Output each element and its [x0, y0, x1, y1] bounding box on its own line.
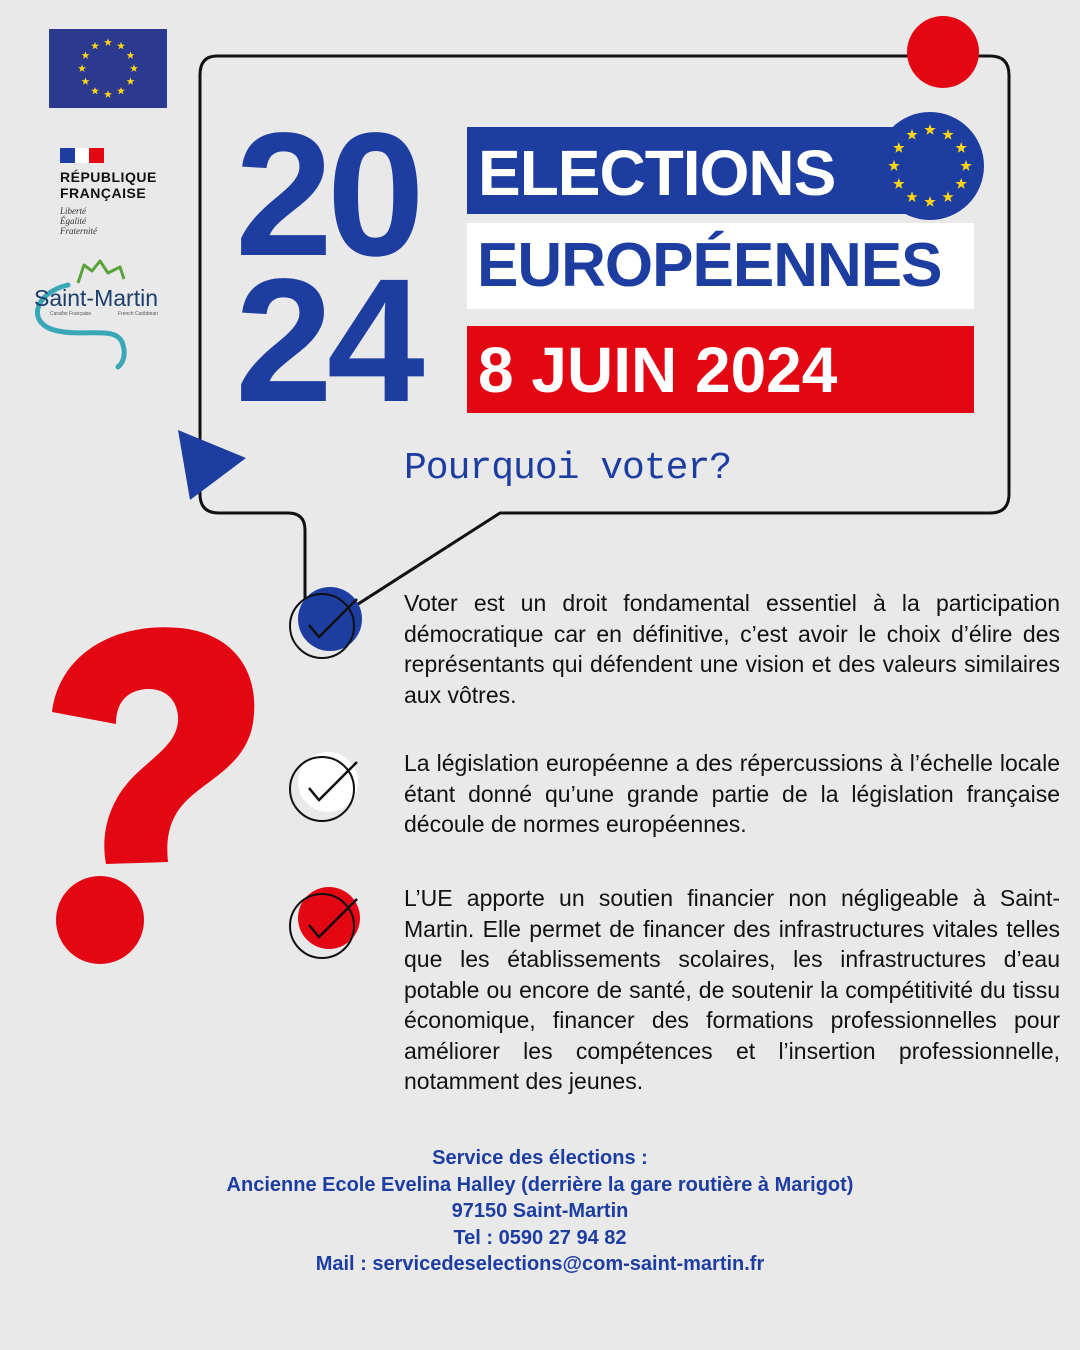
year-bottom: 24	[235, 243, 419, 439]
reason-paragraph: La législation européenne a des répercussions à l’échelle locale étant donné qu’une grande partie de la législation française découle de normes européennes.	[404, 750, 1060, 837]
title-line1: ELECTIONS	[478, 137, 836, 209]
eu-star	[104, 90, 112, 98]
year-top: 20	[235, 97, 419, 293]
eu-star	[91, 42, 99, 50]
rf-motto-2: Égalité	[60, 216, 86, 226]
eu-star	[130, 64, 138, 72]
marianne-flag-icon	[60, 148, 104, 163]
reason-paragraph: L’UE apporte un soutien financier non négligeable à Saint-Martin. Elle permet de financer des infrastructures vitales telles que les établissements scolaires, les infrastructures d’eau potable ou encore de santé, de soutenir la compétitivité du tissu économique, financer des formations professionnelles pour améliorer les compétences et l’insertion professionnelle, notamment des jeunes.	[404, 885, 1060, 1094]
footer-address: Ancienne Ecole Evelina Halley (derrière la gare routière à Marigot)	[226, 1173, 854, 1196]
blue-triangle-decoration	[178, 430, 246, 500]
saint-martin-name: Saint-Martin	[34, 285, 158, 311]
eu-star	[127, 51, 135, 59]
eu-star	[104, 38, 112, 46]
rf-name-line1: RÉPUBLIQUE	[60, 169, 157, 185]
subtitle: Pourquoi voter?	[404, 447, 732, 490]
rf-motto-1: Liberté	[60, 206, 86, 216]
check-circle-icon	[285, 885, 363, 963]
question-mark-icon	[30, 620, 260, 980]
eu-star	[127, 77, 135, 85]
eu-flag-icon	[49, 29, 167, 108]
check-circle-icon	[285, 748, 363, 826]
election-date: 8 JUIN 2024	[478, 334, 838, 406]
eu-star	[78, 64, 86, 72]
eu-stars-circle-icon	[876, 112, 984, 220]
footer-service-title: Service des élections :	[432, 1147, 648, 1169]
saint-martin-subtitle-fr: Caraïbe Française	[50, 311, 92, 317]
saint-martin-subtitle-en: French Caribbean	[118, 311, 159, 317]
republique-francaise-logo	[60, 148, 190, 236]
rf-motto-3: Fraternité	[60, 226, 97, 236]
footer-email[interactable]: Mail : servicedeselections@com-saint-martin.fr	[315, 1253, 765, 1275]
contact-footer	[0, 1145, 1080, 1278]
eu-star	[117, 87, 125, 95]
title-line2: EUROPÉENNES	[477, 231, 942, 300]
eu-star	[81, 77, 89, 85]
eu-star	[91, 87, 99, 95]
footer-phone: Tel : 0590 27 94 82	[453, 1226, 627, 1249]
eu-star	[117, 42, 125, 50]
reason-paragraph: Voter est un droit fondamental essentiel à la participation démocratique car en définitive, c’est avoir le choix d’élire des représentants qui défendent une vision et des valeurs similaires aux vôtres.	[404, 590, 1060, 708]
eu-star	[81, 51, 89, 59]
red-dot-decoration	[907, 16, 979, 88]
check-circle-icon	[285, 585, 363, 663]
footer-postal: 97150 Saint-Martin	[451, 1200, 629, 1222]
rf-name-line2: FRANÇAISE	[60, 185, 147, 201]
